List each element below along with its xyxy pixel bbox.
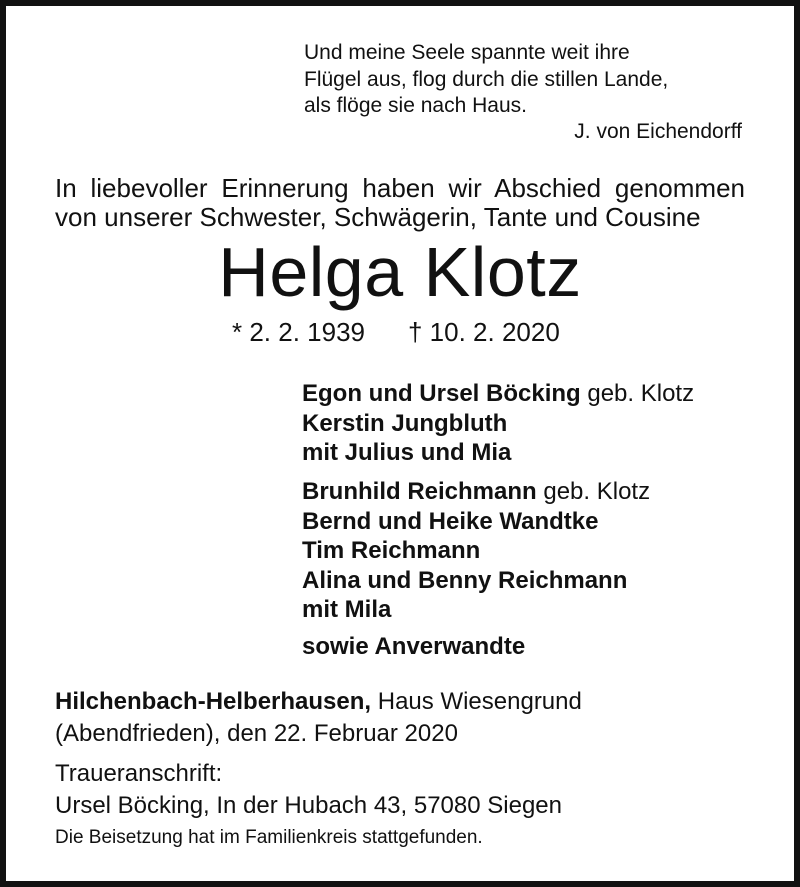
deceased-name: Helga Klotz	[218, 233, 582, 311]
mourner-line: Alina und Benny Reichmann	[302, 566, 628, 594]
burial-note: Die Beisetzung hat im Familienkreis stattgefunden.	[55, 827, 483, 848]
poem-line: Flügel aus, flog durch die stillen Lande,	[304, 67, 669, 91]
poem-line: als flöge sie nach Haus.	[304, 94, 527, 118]
mourner-line: Egon und Ursel Böcking geb. Klotz	[302, 380, 695, 407]
poem-quote	[304, 40, 668, 120]
mourners-group-2	[302, 477, 650, 625]
poem-author: J. von Eichendorff	[574, 120, 742, 143]
place-date-line: (Abendfrieden), den 22. Februar 2020	[55, 720, 458, 747]
relatives-line: sowie Anverwandte	[302, 633, 526, 660]
intro-line-2: von unserer Schwester, Schwägerin, Tante und Cousine	[55, 202, 701, 232]
poem-line: Und meine Seele spannte weit ihre	[304, 41, 630, 64]
place-town: Hilchenbach-Helberhausen,	[55, 688, 372, 715]
address-label: Traueranschrift:	[55, 760, 223, 787]
mourner-line: Bernd und Heike Wandtke	[302, 507, 599, 535]
mourners-group-1	[302, 379, 694, 468]
mourner-line: mit Julius und Mia	[302, 439, 512, 466]
mourner-line: Brunhild Reichmann geb. Klotz	[302, 478, 651, 505]
death-date: † 10. 2. 2020	[408, 317, 560, 347]
place-date: Hilchenbach-Helberhausen, Haus Wiesengrund (Abendfrieden), den 22. Februar 2020	[55, 686, 582, 750]
intro-text	[55, 174, 745, 232]
intro-line-1: In liebevoller Erinnerung haben wir Abschied genommen	[55, 173, 745, 203]
mourning-address	[55, 758, 562, 822]
mourner-line: Kerstin Jungbluth	[302, 409, 508, 437]
mourner-line: Tim Reichmann	[302, 537, 481, 564]
address-value: Ursel Böcking, In der Hubach 43, 57080 Siegen	[55, 792, 562, 819]
birth-date: * 2. 2. 1939	[232, 317, 365, 347]
mourner-line: mit Mila	[302, 596, 392, 623]
